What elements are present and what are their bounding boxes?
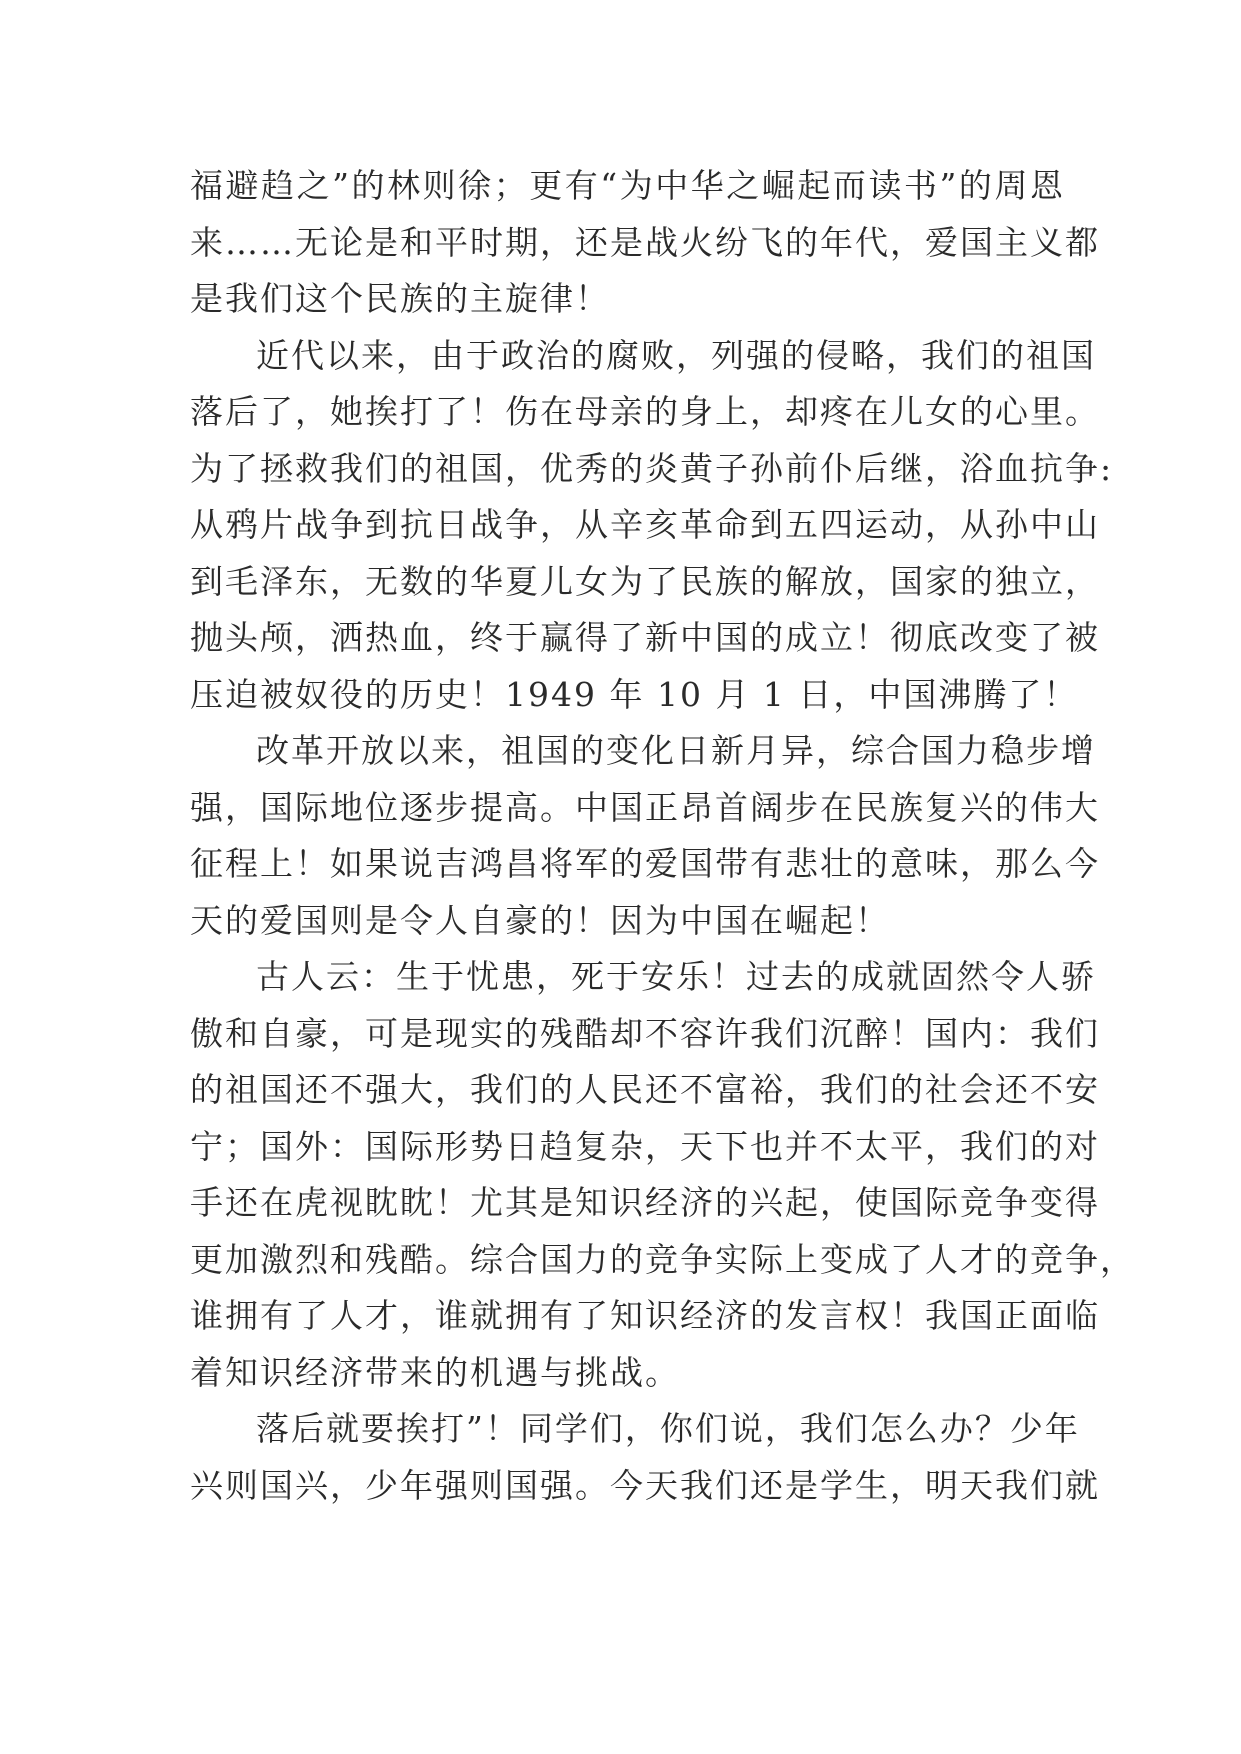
body-text (190, 158, 1135, 1514)
text-line: 近代以来，由于政治的腐败，列强的侵略，我们的祖国 (256, 335, 1096, 375)
text-line: 的祖国还不强大，我们的人民还不富裕，我们的社会还不安 (190, 1070, 1100, 1109)
text-line: 从鸦片战争到抗日战争，从辛亥革命到五四运动，从孙中山 (190, 505, 1100, 544)
text-line: 更加激烈和残酷。综合国力的竞争实际上变成了人才的竞争， (190, 1239, 1135, 1279)
text-line: 改革开放以来，祖国的变化日新月异，综合国力稳步增 (256, 731, 1096, 770)
text-line: 福避趋之”的林则徐；更有“为中华之崛起而读书”的周恩 (190, 166, 1065, 205)
text-line: 落后了，她挨打了！伤在母亲的身上，却疼在儿女的心里。 (190, 392, 1100, 431)
text-line: 傲和自豪，可是现实的残酷却不容许我们沉醉！国内：我们 (190, 1013, 1100, 1053)
text-line: 压迫被奴役的历史！1949 年 10 月 1 日，中国沸腾了！ (190, 674, 1079, 714)
text-line: 谁拥有了人才，谁就拥有了知识经济的发言权！我国正面临 (190, 1296, 1100, 1335)
text-line: 到毛泽东，无数的华夏儿女为了民族的解放，国家的独立， (190, 561, 1100, 601)
text-line: 抛头颅，洒热血，终于赢得了新中国的成立！彻底改变了被 (190, 618, 1100, 657)
text-line: 是我们这个民族的主旋律！ (190, 279, 610, 318)
text-line: 征程上！如果说吉鸿昌将军的爱国带有悲壮的意味，那么今 (190, 844, 1100, 883)
text-line: 强，国际地位逐步提高。中国正昂首阔步在民族复兴的伟大 (190, 787, 1100, 827)
text-line: 着知识经济带来的机遇与挑战。 (190, 1352, 680, 1392)
text-line: 宁；国外：国际形势日趋复杂，天下也并不太平，我们的对 (190, 1126, 1100, 1166)
text-line: 兴则国兴，少年强则国强。今天我们还是学生，明天我们就 (190, 1465, 1100, 1505)
text-line: 落后就要挨打”！同学们，你们说，我们怎么办？少年 (256, 1409, 1080, 1448)
text-line: 为了拯救我们的祖国，优秀的炎黄子孙前仆后继，浴血抗争: (190, 448, 1114, 488)
text-line: 来……无论是和平时期，还是战火纷飞的年代，爱国主义都 (190, 222, 1100, 262)
text-line: 手还在虎视眈眈！尤其是知识经济的兴起，使国际竞争变得 (190, 1183, 1100, 1222)
text-line: 古人云：生于忧患，死于安乐！过去的成就固然令人骄 (256, 957, 1096, 996)
text-line: 天的爱国则是令人自豪的！因为中国在崛起！ (190, 900, 890, 940)
